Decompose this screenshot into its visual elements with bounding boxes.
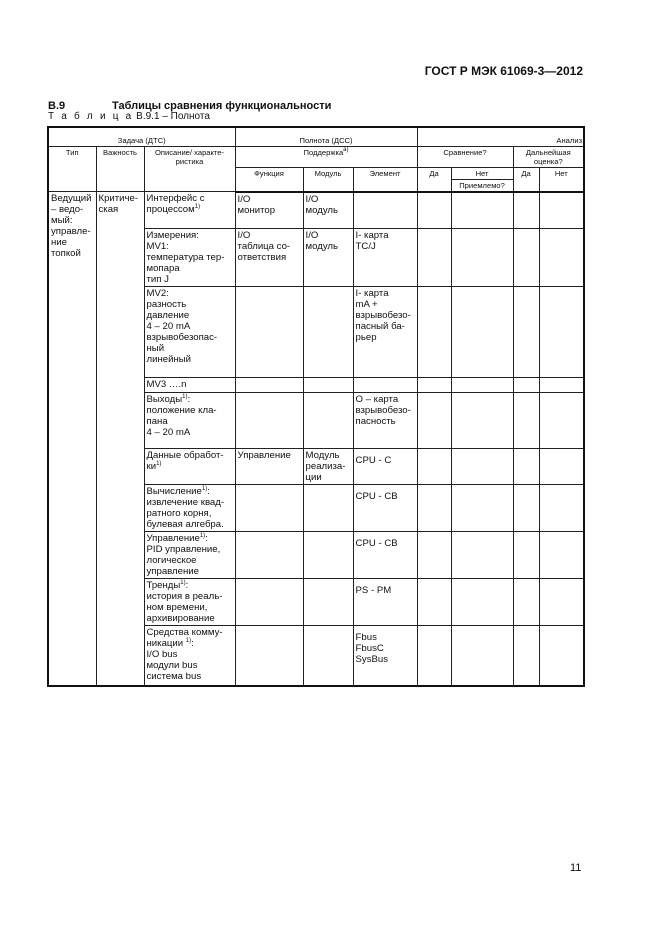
- cell-analysis-empty: [539, 532, 584, 579]
- description-text: Выходы: [146, 394, 183, 405]
- cell-analysis-empty: [417, 192, 451, 229]
- section-number: В.9: [48, 100, 66, 112]
- support-label: Поддержка: [303, 147, 344, 157]
- cell-analysis-empty: [451, 378, 513, 393]
- cell-analysis-empty: [451, 532, 513, 579]
- cell-module: [303, 287, 353, 378]
- cell-analysis-empty: [417, 579, 451, 626]
- cell-module: [303, 579, 353, 626]
- cell-analysis-empty: [513, 626, 539, 686]
- cell-description: [144, 229, 235, 287]
- cell-module: [303, 393, 353, 449]
- cell-description: [144, 626, 235, 686]
- support-footnote: а): [343, 146, 349, 153]
- description-footnote: 1): [194, 204, 201, 210]
- cell-element: O – карта взрывобезо- пасность: [353, 393, 417, 449]
- cell-module: [303, 626, 353, 686]
- cell-analysis-empty: [513, 532, 539, 579]
- description-detail: : PID управление, логическое управление: [146, 533, 221, 577]
- page-number: 11: [570, 862, 582, 874]
- cell-analysis-empty: [513, 393, 539, 449]
- cell-analysis-empty: [451, 579, 513, 626]
- group-completeness: Полнота (ДСС): [235, 127, 417, 146]
- cell-analysis-empty: [539, 192, 584, 229]
- description-text: Данные обработ- ки: [146, 450, 224, 472]
- cell-analysis-empty: [417, 532, 451, 579]
- cell-element: [353, 378, 417, 393]
- cell-analysis-empty: [539, 485, 584, 532]
- table-body: [48, 192, 584, 686]
- cell-analysis-empty: [513, 579, 539, 626]
- cell-function: [235, 378, 303, 393]
- cell-description: [144, 449, 235, 485]
- cell-function: I/O монитор: [235, 192, 303, 229]
- cell-analysis-empty: [513, 449, 539, 485]
- col-type: Тип: [48, 146, 96, 192]
- cell-analysis-empty: [451, 626, 513, 686]
- cell-module: I/O модуль: [303, 229, 353, 287]
- col-importance: Важность: [96, 146, 144, 192]
- col-acceptable: Приемлемо?: [451, 179, 513, 192]
- cell-element: Fbus FbusC SysBus: [353, 626, 417, 686]
- caption-prefix: Т а б л и ц а: [48, 111, 134, 122]
- group-task: Задача (ДТС): [48, 127, 235, 146]
- description-footnote: 1): [180, 580, 186, 586]
- document-header: ГОСТ Р МЭК 61069-3—2012: [424, 64, 583, 78]
- col-support: [235, 146, 417, 167]
- completeness-table: [47, 126, 585, 687]
- description-detail: : история в реаль- ном времени, архивирование: [146, 580, 223, 624]
- cell-function: [235, 393, 303, 449]
- cell-function: [235, 287, 303, 378]
- description-text: Средства комму- никации: [146, 627, 223, 649]
- cell-element: CPU - C: [353, 449, 417, 485]
- cell-module: Модуль реализа- ции: [303, 449, 353, 485]
- cell-function: [235, 579, 303, 626]
- cell-analysis-empty: [451, 393, 513, 449]
- col-comparison-no: Нет: [451, 167, 513, 179]
- cell-analysis-empty: [513, 229, 539, 287]
- cell-analysis-empty: [539, 287, 584, 378]
- cell-description: [144, 287, 235, 378]
- cell-module: [303, 532, 353, 579]
- cell-analysis-empty: [417, 449, 451, 485]
- description-text: MV3 ….n: [146, 379, 187, 390]
- cell-analysis-empty: [513, 378, 539, 393]
- cell-description: [144, 393, 235, 449]
- description-text: Вычисление: [146, 486, 202, 497]
- description-text: Управление: [146, 533, 200, 544]
- table-row: [48, 192, 584, 229]
- description-footnote: 1): [201, 486, 208, 492]
- cell-analysis-empty: [417, 393, 451, 449]
- col-comparison-yes: Да: [417, 167, 451, 192]
- cell-analysis-empty: [539, 449, 584, 485]
- group-analysis: Анализ: [417, 127, 584, 146]
- description-detail: : извлечение квад- ратного корня, булевая алгебра.: [146, 486, 225, 530]
- cell-description: [144, 532, 235, 579]
- cell-analysis-empty: [513, 192, 539, 229]
- table-caption: [48, 111, 210, 122]
- cell-element: CPU - CB: [353, 485, 417, 532]
- cell-importance: Критиче- ская: [96, 192, 144, 686]
- description-footnote: 1): [199, 533, 206, 539]
- col-function: Функция: [235, 167, 303, 192]
- cell-function: [235, 532, 303, 579]
- cell-function: Управление: [235, 449, 303, 485]
- cell-analysis-empty: [539, 378, 584, 393]
- cell-analysis-empty: [451, 229, 513, 287]
- section-title: Таблицы сравнения функциональности: [112, 100, 332, 112]
- description-footnote: 1): [185, 638, 192, 644]
- cell-description: [144, 378, 235, 393]
- col-further: Дальнейшая оценка?: [513, 146, 584, 167]
- col-further-yes: Да: [513, 167, 539, 192]
- cell-analysis-empty: [451, 449, 513, 485]
- col-module: Модуль: [303, 167, 353, 192]
- cell-function: [235, 485, 303, 532]
- cell-analysis-empty: [451, 287, 513, 378]
- cell-analysis-empty: [513, 287, 539, 378]
- cell-analysis-empty: [539, 229, 584, 287]
- cell-analysis-empty: [539, 579, 584, 626]
- caption-text: В.9.1 – Полнота: [133, 111, 210, 122]
- cell-function: I/O таблица со- ответствия: [235, 229, 303, 287]
- cell-analysis-empty: [417, 229, 451, 287]
- cell-function: [235, 626, 303, 686]
- cell-element: [353, 192, 417, 229]
- cell-description: [144, 192, 235, 229]
- col-comparison: Сравнение?: [417, 146, 513, 167]
- cell-element: PS - PM: [353, 579, 417, 626]
- description-text: Интерфейс с процессом: [146, 193, 205, 215]
- cell-analysis-empty: [451, 192, 513, 229]
- cell-module: I/O модуль: [303, 192, 353, 229]
- cell-element: I- карта mA + взрывобезо- пасный ба- рьер: [353, 287, 417, 378]
- col-further-no: Нет: [539, 167, 584, 192]
- cell-analysis-empty: [513, 485, 539, 532]
- cell-analysis-empty: [417, 378, 451, 393]
- cell-element: CPU - CB: [353, 532, 417, 579]
- cell-description: [144, 579, 235, 626]
- cell-description: [144, 485, 235, 532]
- cell-module: [303, 485, 353, 532]
- description-footnote: 1): [156, 461, 162, 467]
- cell-type: Ведущий – ведо- мый: управле- ние топкой: [48, 192, 96, 686]
- description-footnote: 1): [182, 394, 188, 400]
- col-description: Описание/ характе- ристика: [144, 146, 235, 192]
- cell-analysis-empty: [451, 485, 513, 532]
- cell-element: I- карта TC/J: [353, 229, 417, 287]
- description-detail: : положение кла- пана 4 – 20 mA: [146, 394, 217, 438]
- cell-analysis-empty: [417, 485, 451, 532]
- cell-analysis-empty: [417, 287, 451, 378]
- description-text: MV2: разность давление 4 – 20 mA взрывобезопас- ный линейный: [146, 288, 218, 365]
- cell-analysis-empty: [539, 393, 584, 449]
- cell-analysis-empty: [539, 626, 584, 686]
- col-element: Элемент: [353, 167, 417, 192]
- description-text: Тренды: [146, 580, 181, 591]
- description-text: Измерения: MV1: температура тер- мопара тип J: [146, 230, 225, 285]
- cell-analysis-empty: [417, 626, 451, 686]
- description-detail: : I/O bus модули bus система bus: [146, 638, 202, 682]
- cell-module: [303, 378, 353, 393]
